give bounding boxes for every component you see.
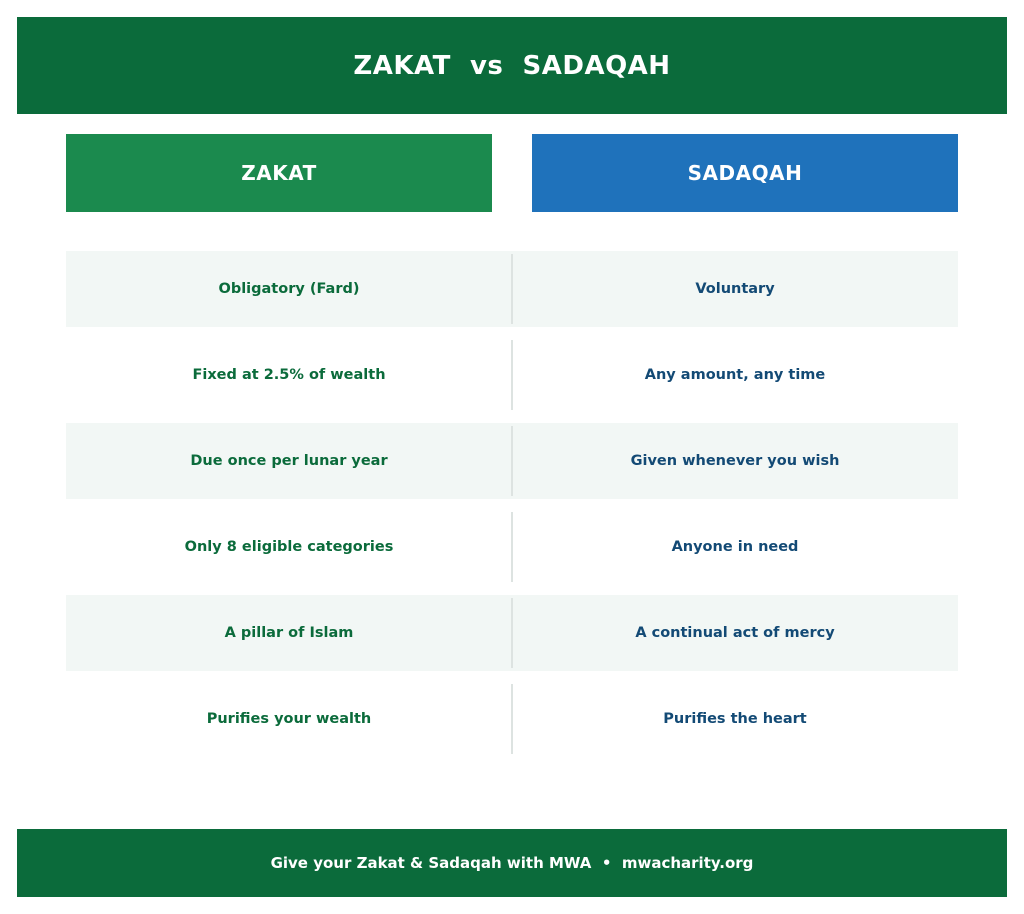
table-row [66,251,958,327]
zakat-cell: Due once per lunar year [190,453,388,469]
column-divider [511,598,513,668]
zakat-cell: Fixed at 2.5% of wealth [192,367,386,383]
sadaqah-cell: Anyone in need [671,539,799,555]
table-row [66,423,958,499]
column-divider [511,340,513,410]
column-divider [511,254,513,324]
column-divider [511,684,513,754]
zakat-cell: Only 8 eligible categories [184,539,394,555]
footer-text: Give your Zakat & Sadaqah with MWA • mwacharity.org [270,854,754,872]
header-banner [17,17,1007,114]
sadaqah-cell: Given whenever you wish [630,453,840,469]
footer-banner [17,829,1007,897]
sadaqah-column-header [532,134,958,212]
page-title: ZAKAT vs SADAQAH [353,50,671,81]
table-row [66,509,958,585]
column-divider [511,512,513,582]
sadaqah-cell: Voluntary [695,281,775,297]
zakat-column-header [66,134,492,212]
table-row [66,595,958,671]
zakat-cell: A pillar of Islam [224,625,354,641]
sadaqah-cell: Any amount, any time [644,367,826,383]
column-divider [511,426,513,496]
sadaqah-cell: Purifies the heart [663,711,807,727]
zakat-cell: Purifies your wealth [206,711,372,727]
zakat-column-label: ZAKAT [241,161,317,185]
table-row [66,337,958,413]
sadaqah-cell: A continual act of mercy [635,625,835,641]
table-row [66,681,958,757]
comparison-table [66,251,958,767]
sadaqah-column-label: SADAQAH [687,161,803,185]
zakat-cell: Obligatory (Fard) [218,281,360,297]
